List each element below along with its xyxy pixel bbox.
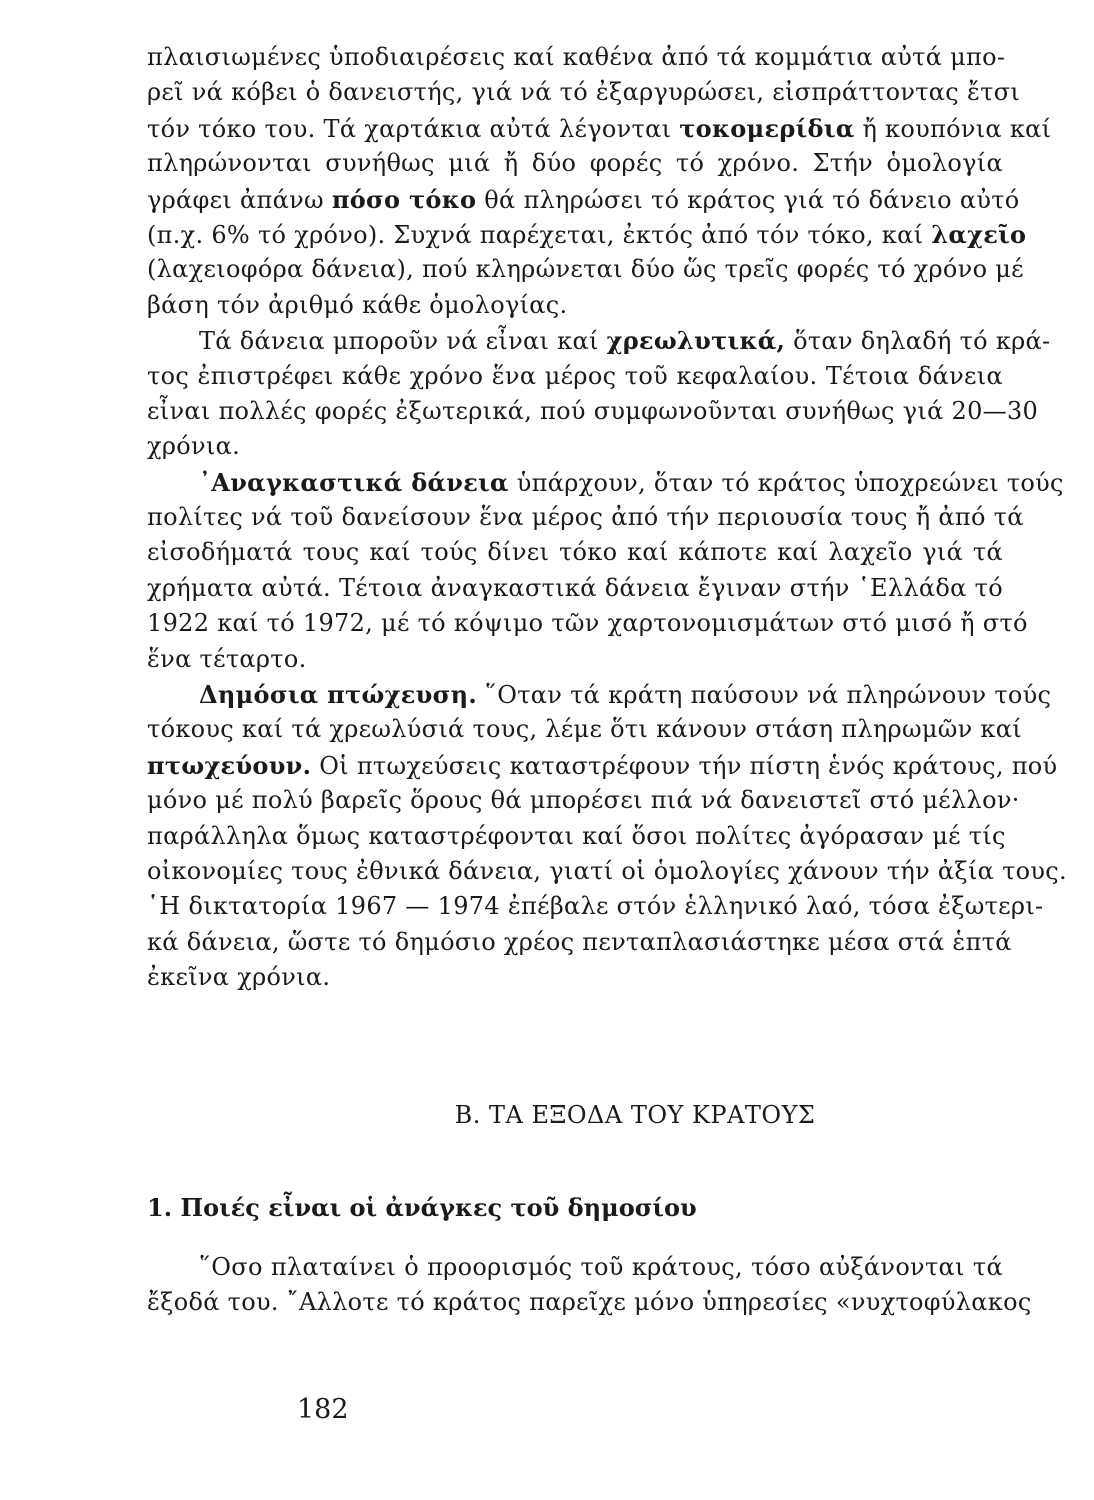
text-line: παράλληλα ὅμως καταστρέφονται καί ὅσοι πολίτες ἀγόρασαν μέ τίς: [147, 821, 1006, 850]
text-line: εἰσοδήματά τους καί τούς δίνει τόκο καί κάποτε καί λαχεῖο γιά τά: [147, 538, 1003, 567]
text-line: ἔξοδά του. ῎Αλλοτε τό κράτος παρεῖχε μόνο ὑπηρεσίες «νυχτοφύλακος: [147, 1288, 1032, 1317]
text-line: κά δάνεια, ὥστε τό δημόσιο χρέος πενταπλασιάστηκε μέσα στά ἑπτά: [147, 927, 1012, 956]
text-segment: Τά δάνεια μποροῦν νά εἶναι καί: [199, 327, 599, 356]
text-segment: ἤ κουπόνια καί: [862, 114, 1052, 143]
text-line: χρήματα αὐτά. Τέτοια ἀναγκαστικά δάνεια ἔγιναν στήν ῾Ελλάδα τό: [147, 573, 1003, 602]
text-line: πλαισιωμένες ὑποδιαιρέσεις καί καθένα ἀπό τά κομμάτια αὐτά μπο-: [147, 43, 1006, 71]
text-line: ἐκεῖνα χρόνια.: [147, 963, 331, 992]
term-laxeio: λαχεῖο: [931, 219, 1027, 249]
paragraph-1: [147, 40, 1052, 323]
text-line: [147, 111, 1052, 146]
term-poso-toko: πόσο τόκο: [331, 184, 477, 214]
text-segment: τόν τόκο του. Τά χαρτάκια αὐτά λέγονται: [147, 114, 672, 143]
text-segment: ὑπάρχουν, ὅταν τό κράτος ὑποχρεώνει τούς: [516, 468, 1064, 497]
text-segment: θά πληρώσει τό κράτος γιά τό δάνειο αὐτό: [484, 185, 1020, 214]
text-line: ῾Η δικτατορία 1967 — 1974 ἐπέβαλε στόν ἑλληνικό λαό, τόσα ἐξωτερι-: [147, 892, 1044, 921]
text-line: [147, 677, 1052, 712]
text-line: μόνο μέ πολύ βαρεῖς ὅρους θά μπορέσει πιά νά δανειστεῖ στό μέλλον·: [147, 786, 1020, 815]
text-segment: γράφει ἀπάνω: [147, 185, 324, 214]
section-title: Β. ΤΑ ΕΞΟΔΑ ΤΟΥ ΚΡΑΤΟΥΣ: [454, 1101, 816, 1129]
paragraph-3: [147, 465, 1064, 677]
page-body: [147, 40, 1067, 1425]
term-xreolytika: χρεωλυτικά,: [606, 326, 786, 356]
paragraph-4: [147, 677, 1067, 996]
text-line: ρεῖ νά κόβει ὁ δανειστής, γιά νά τό ἐξαργυρώσει, εἰσπράττοντας ἔτσι: [147, 78, 1021, 107]
text-line: οἰκονομίες τους ἐθνικά δάνεια, γιατί οἱ ὁμολογίες χάνουν τήν ἀξία τους.: [147, 856, 1067, 885]
text-line: [147, 217, 1027, 252]
paragraph-5: [147, 1250, 1032, 1321]
text-line: χρόνια.: [147, 432, 241, 461]
text-line: πληρώνονται συνήθως μιά ἤ δύο φορές τό χρόνο. Στήν ὁμολογία: [147, 149, 1003, 178]
sub-heading: 1. Ποιές εἶναι οἱ ἀνάγκες τοῦ δημοσίου: [147, 1193, 697, 1222]
text-line: ῞Οσο πλαταίνει ὁ προορισμός τοῦ κράτους, τόσο αὐξάνονται τά: [199, 1253, 1003, 1281]
paragraph-2: [147, 323, 1051, 465]
text-line: 1922 καί τό 1972, μέ τό κόψιμο τῶν χαρτονομισμάτων στό μισό ἤ στό: [147, 609, 1028, 638]
term-anagkastika-daneia: ᾿Αναγκαστικά δάνεια: [199, 467, 509, 497]
text-line: [147, 748, 1058, 783]
text-segment: ὅταν δηλαδή τό κρά-: [793, 327, 1051, 356]
page-number: 182: [297, 1394, 349, 1425]
text-line: τόκους καί τά χρεωλύσιά τους, λέμε ὅτι κάνουν στάση πληρωμῶν καί: [147, 715, 1022, 744]
text-segment: (π.χ. 6% τό χρόνο). Συχνά παρέχεται, ἐκτός ἀπό τόν τόκο, καί: [147, 220, 924, 249]
text-line: ἕνα τέταρτο.: [147, 644, 307, 673]
text-line: πολίτες νά τοῦ δανείσουν ἕνα μέρος ἀπό τήν περιουσία τους ἤ ἀπό τά: [147, 503, 1024, 532]
text-line: εἶναι πολλές φορές ἐξωτερικά, πού συμφωνοῦνται συνήθως γιά 20—30: [147, 396, 1039, 425]
term-dimosia-ptoxeusi: Δημόσια πτώχευση.: [199, 680, 477, 710]
text-line: (λαχειοφόρα δάνεια), πού κληρώνεται δύο ὥς τρεῖς φορές τό χρόνο μέ: [147, 255, 1024, 284]
term-ptoxeuoun: πτωχεύουν.: [147, 750, 312, 780]
text-line: [147, 465, 1064, 500]
term-tokomeridia: τοκομερίδια: [679, 113, 855, 143]
text-line: βάση τόν ἀριθμό κάθε ὁμολογίας.: [147, 290, 568, 319]
text-line: [147, 182, 1020, 217]
text-line: [147, 323, 1051, 358]
text-segment: ῞Οταν τά κράτη παύσουν νά πληρώνουν τούς: [484, 681, 1052, 710]
text-segment: Οἱ πτωχεύσεις καταστρέφουν τήν πίστη ἑνός κράτους, πού: [319, 751, 1058, 780]
text-line: τος ἐπιστρέφει κάθε χρόνο ἕνα μέρος τοῦ κεφαλαίου. Τέτοια δάνεια: [147, 361, 1003, 390]
